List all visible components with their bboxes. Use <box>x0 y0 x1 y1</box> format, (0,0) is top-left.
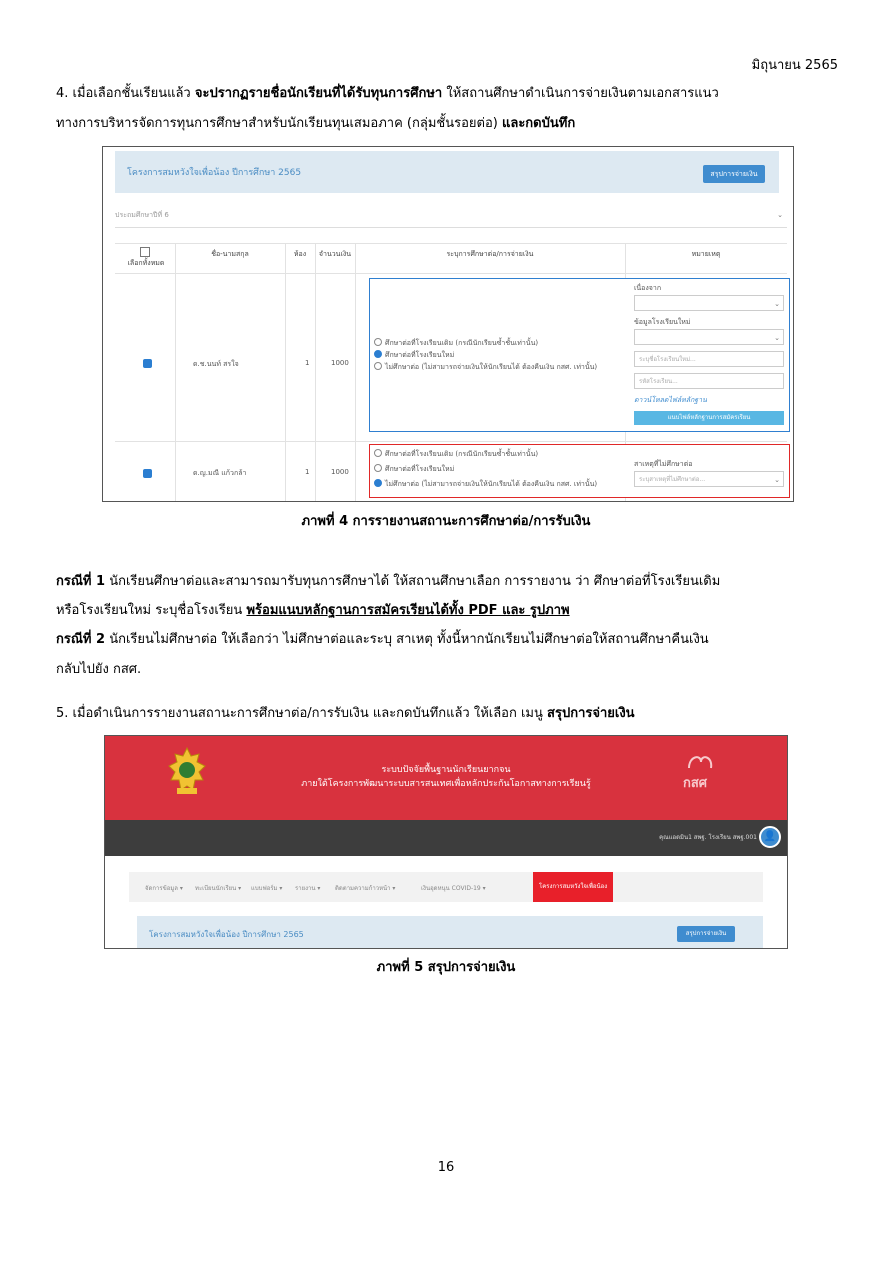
brand-logo-text: กสศ <box>683 776 708 791</box>
option-label: ศึกษาต่อที่โรงเรียนเดิม (กรณีนักเรียนซ้ำชั้นเท่านั้น) <box>385 339 539 347</box>
step4-paragraph-line2 <box>56 114 846 134</box>
option-label: ศึกษาต่อที่โรงเรียนใหม่ <box>385 465 455 473</box>
main-menu <box>129 872 763 902</box>
case1-paragraph <box>56 572 856 592</box>
row1-checkbox[interactable] <box>143 359 152 368</box>
table-divider <box>355 243 356 502</box>
row1-because-select[interactable] <box>634 295 784 311</box>
grade-select-value: ประถมศึกษาปีที่ 6 <box>115 211 169 219</box>
row1-amount: 1000 <box>331 359 349 367</box>
radio-icon <box>374 464 382 472</box>
user-avatar-icon[interactable]: 👤 <box>759 826 781 848</box>
figure5-caption: ภาพที่ 5 สรุปการจ่ายเงิน <box>376 960 516 975</box>
step4-intro: 4. เมื่อเลือกชั้นเรียนแล้ว <box>56 86 195 101</box>
system-subtitle: ภายใต้โครงการพัฒนาระบบสารสนเทศเพื่อหลักประกันโอกาสทางการเรียนรู้ <box>301 779 591 789</box>
row1-option-not-continue[interactable] <box>374 362 597 373</box>
system-banner <box>105 736 787 820</box>
select-all-checkbox[interactable] <box>140 247 150 257</box>
row2-reason-select[interactable] <box>634 471 784 487</box>
row-divider <box>115 441 787 442</box>
table-divider <box>315 243 316 502</box>
step5-bold: สรุปการจ่ายเงิน <box>547 706 635 721</box>
radio-icon <box>374 362 382 370</box>
row1-school-name-input[interactable]: ระบุชื่อโรงเรียนใหม่... <box>634 351 784 367</box>
menu-item-covid-grant[interactable]: เงินอุดหนุน COVID-19 ▾ <box>421 885 486 892</box>
radio-icon <box>374 338 382 346</box>
figure-4-screenshot <box>102 146 794 502</box>
table-divider <box>285 243 286 502</box>
menu-item-reports[interactable]: รายงาน ▾ <box>295 885 321 892</box>
col-amount: จำนวนเงิน <box>318 250 352 258</box>
row1-option-old-school[interactable] <box>374 338 538 349</box>
chevron-down-icon: ⌄ <box>777 211 783 219</box>
col-room: ห้อง <box>293 250 307 258</box>
col-select-all: เลือกทั้งหมด <box>127 259 165 267</box>
case1-label: กรณีที่ 1 <box>56 574 106 589</box>
row1-because-label: เนื่องจาก <box>634 284 662 292</box>
reason-placeholder: ระบุสาเหตุที่ไม่ศึกษาต่อ... <box>639 476 706 483</box>
row1-new-school-label: ข้อมูลโรงเรียนใหม่ <box>634 318 691 326</box>
chevron-down-icon: ⌄ <box>774 334 780 342</box>
figure-5-screenshot <box>104 735 788 949</box>
row2-checkbox[interactable] <box>143 469 152 478</box>
row2-option-not-continue[interactable] <box>374 479 597 490</box>
menu-item-active[interactable]: โครงการสมหวังใจเพื่อน้อง <box>533 872 613 902</box>
case1-text: นักเรียนศึกษาต่อและสามารถมารับทุนการศึกษาได้ ให้สถานศึกษาเลือก การรายงาน ว่า ศึกษาต่อที่โรงเรียนเดิม <box>105 574 721 589</box>
page-number: 16 <box>437 1160 455 1175</box>
radio-selected-icon <box>374 479 382 487</box>
row1-room: 1 <box>305 359 310 367</box>
option-label: ไม่ศึกษาต่อ (ไม่สามารถจ่ายเงินให้นักเรียนได้ ต้องคืนเงิน กสศ. เท่านั้น) <box>385 480 598 488</box>
menu-item-forms[interactable]: แบบฟอร์ม ▾ <box>251 885 283 892</box>
table-divider <box>175 243 176 502</box>
menu-item-progress[interactable]: ติดตามความก้าวหน้า ▾ <box>335 885 396 892</box>
figure4-caption: ภาพที่ 4 การรายงานสถานะการศึกษาต่อ/การรับเงิน <box>301 514 591 529</box>
row1-download-link[interactable]: ดาวน์โหลดไฟล์หลักฐาน <box>634 396 707 404</box>
row2-room: 1 <box>305 468 310 476</box>
figure5-panel-header <box>137 916 763 949</box>
system-title: ระบบปัจจัยพื้นฐานนักเรียนยากจน <box>381 765 511 775</box>
figure5-panel-title: โครงการสมหวังใจเพื่อน้อง ปีการศึกษา 2565 <box>149 930 304 939</box>
col-name: ชื่อ-นามสกุล <box>211 250 249 258</box>
option-label: ศึกษาต่อที่โรงเรียนเดิม (กรณีนักเรียนซ้ำชั้นเท่านั้น) <box>385 450 539 458</box>
step5-text: 5. เมื่อดำเนินการรายงานสถานะการศึกษาต่อ/การรับเงิน และกดบันทึกแล้ว ให้เลือก เมนู <box>56 706 548 721</box>
eef-logo-icon <box>683 752 717 772</box>
col-status: ระบุการศึกษาต่อ/การจ่ายเงิน <box>446 250 534 258</box>
row1-school-code-input[interactable]: รหัสโรงเรียน... <box>634 373 784 389</box>
figure5-summary-button[interactable]: สรุปการจ่ายเงิน <box>677 926 735 942</box>
figure4-summary-button[interactable]: สรุปการจ่ายเงิน <box>703 165 765 183</box>
row1-new-school-select[interactable] <box>634 329 784 345</box>
figure4-panel-header <box>115 151 779 193</box>
case2-text: นักเรียนไม่ศึกษาต่อ ให้เลือกว่า ไม่ศึกษาต่อและระบุ สาเหตุ ทั้งนี้หากนักเรียนไม่ศึกษาต่อให้สถานศึกษาคืนเงิน <box>105 632 709 647</box>
user-name: คุณแอดมิน1 สพฐ. โรงเรียน สพฐ.001 <box>659 834 757 841</box>
table-header-border <box>115 273 787 274</box>
case1-line2: หรือโรงเรียนใหม่ ระบุชื่อโรงเรียน <box>56 603 247 618</box>
row2-amount: 1000 <box>331 468 349 476</box>
step4-bold1: จะปรากฏรายชื่อนักเรียนที่ได้รับทุนการศึกษา <box>194 86 443 101</box>
radio-selected-icon <box>374 350 382 358</box>
option-label: ไม่ศึกษาต่อ (ไม่สามารถจ่ายเงินให้นักเรียนได้ ต้องคืนเงิน กสศ. เท่านั้น) <box>385 363 598 371</box>
col-note: หมายเหตุ <box>691 250 721 258</box>
user-bar <box>105 820 787 856</box>
case2-line2: กลับไปยัง กสศ. <box>56 662 142 677</box>
chevron-down-icon: ⌄ <box>774 476 780 484</box>
table-top-border <box>115 243 787 244</box>
figure4-panel-title: โครงการสมหวังใจเพื่อน้อง ปีการศึกษา 2565 <box>127 168 302 178</box>
menu-item-manage-data[interactable]: จัดการข้อมูล ▾ <box>145 885 183 892</box>
row1-highlight-box <box>369 278 790 432</box>
grade-select[interactable] <box>115 203 787 228</box>
radio-icon <box>374 449 382 457</box>
case1-bold: พร้อมแนบหลักฐานการสมัครเรียนได้ทั้ง PDF และ รูปภาพ <box>246 603 570 618</box>
case2-paragraph <box>56 630 856 650</box>
menu-item-student-registry[interactable]: ทะเบียนนักเรียน ▾ <box>195 885 242 892</box>
chevron-down-icon: ⌄ <box>774 300 780 308</box>
row2-highlight-box <box>369 444 790 498</box>
option-label: ศึกษาต่อที่โรงเรียนใหม่ <box>385 351 455 359</box>
step4-rest1: ให้สถานศึกษาดำเนินการจ่ายเงินตามเอกสารแนว <box>442 86 719 101</box>
header-date: มิถุนายน 2565 <box>751 58 838 73</box>
step5-paragraph <box>56 704 856 724</box>
step4-paragraph <box>56 84 846 104</box>
row2-name: ด.ญ.มณี แก้วกล้า <box>193 469 247 477</box>
row1-option-new-school[interactable] <box>374 350 454 361</box>
row1-upload-button[interactable]: แนบไฟล์หลักฐานการสมัครเรียน <box>634 411 784 425</box>
step4-bold2: และกดบันทึก <box>501 116 576 131</box>
case1-paragraph-line2 <box>56 601 856 621</box>
row2-option-new-school[interactable] <box>374 464 454 475</box>
row2-option-old-school[interactable] <box>374 449 538 460</box>
case2-label: กรณีที่ 2 <box>56 632 106 647</box>
row2-reason-label: สาเหตุที่ไม่ศึกษาต่อ <box>634 460 693 468</box>
row1-name: ด.ช.นนท์ สรใจ <box>193 360 239 368</box>
step4-line2: ทางการบริหารจัดการทุนการศึกษาสำหรับนักเรียนทุนเสมอภาค (กลุ่มชั้นรอยต่อ) <box>56 116 502 131</box>
